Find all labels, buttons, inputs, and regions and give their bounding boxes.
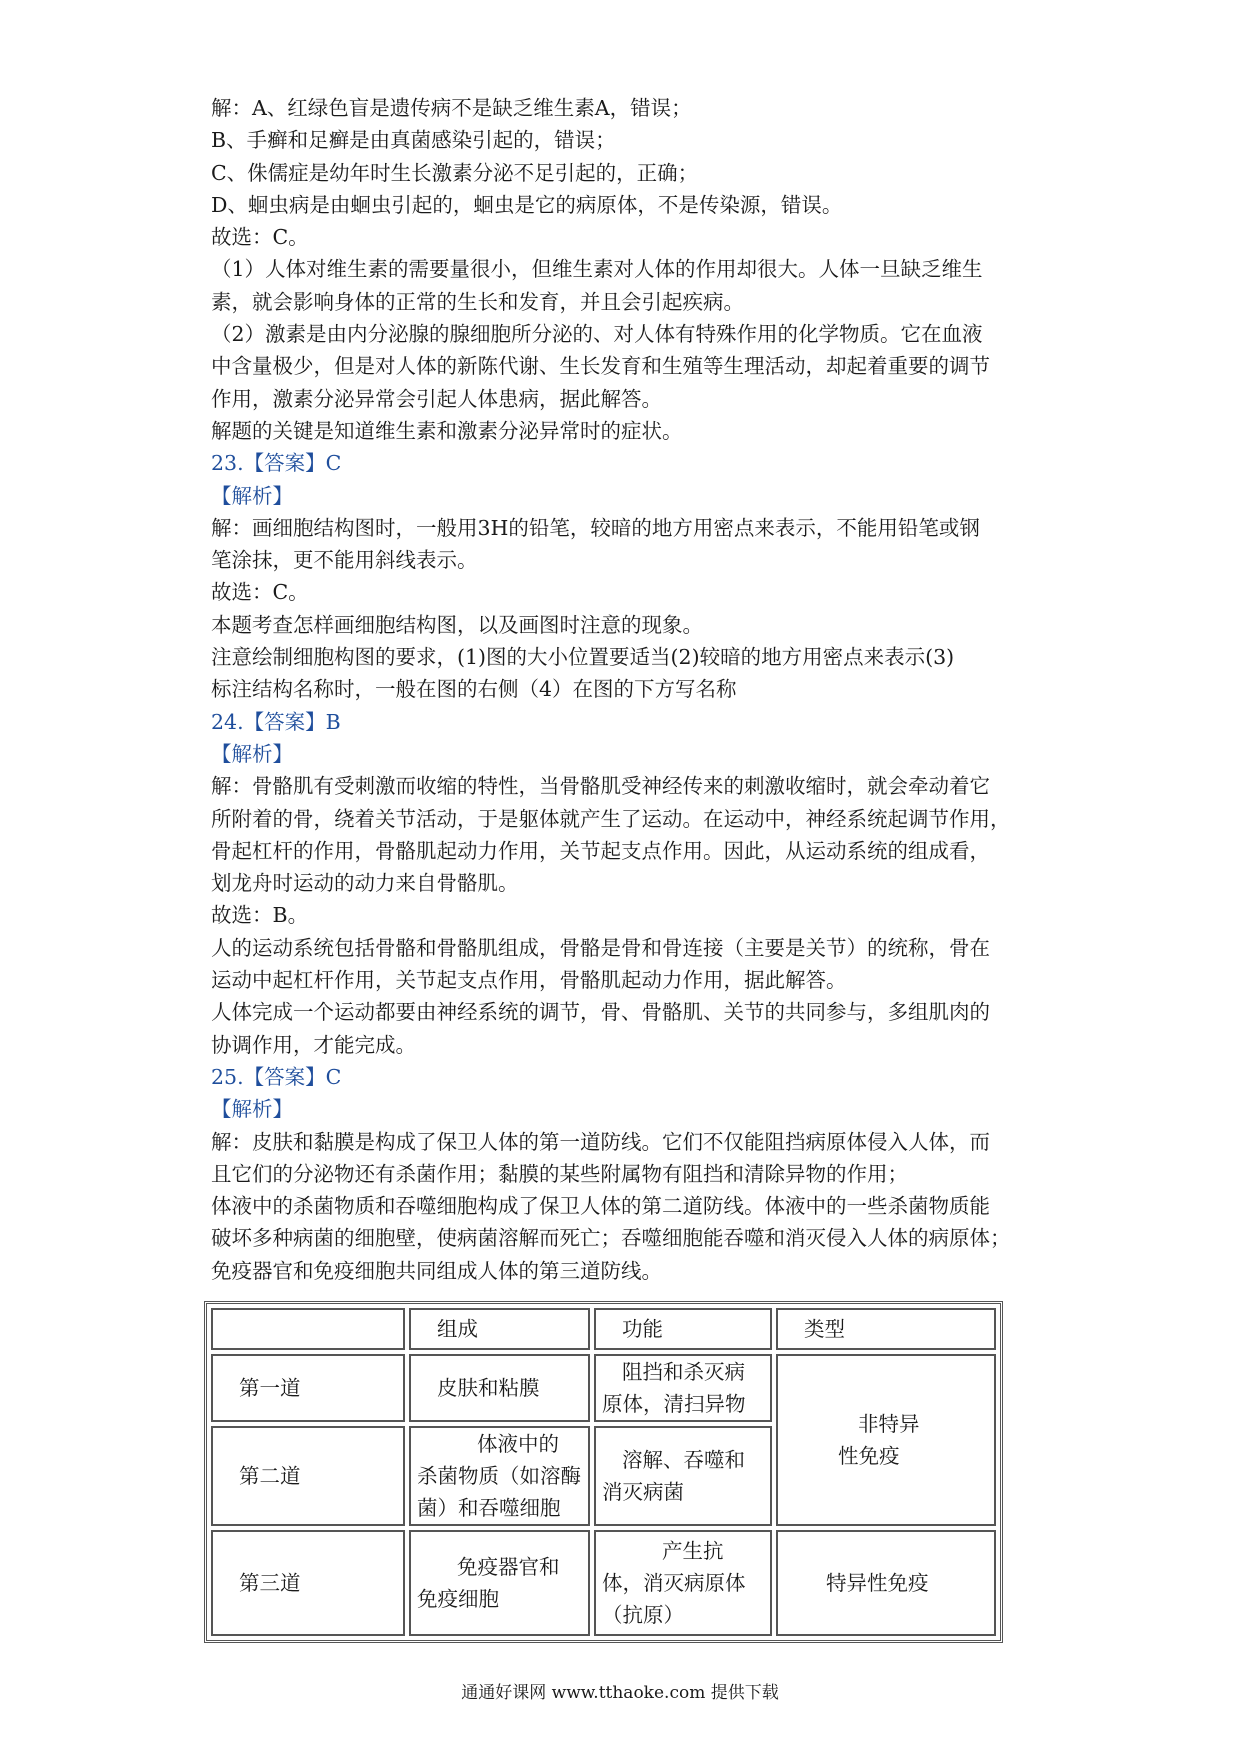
text-line: 故选：C。 — [211, 225, 309, 250]
text-line: 故选：C。 — [211, 580, 309, 605]
text-line: （2）激素是由内分泌腺的腺细胞所分泌的、对人体有特殊作用的化学物质。它在血液 — [211, 322, 983, 347]
answer-heading: 24.【答案】B — [211, 709, 341, 734]
cell-line: 体液中的 — [477, 1432, 559, 1456]
cell-line: 非特异 — [858, 1412, 920, 1436]
row-name-cell: 第三道 — [211, 1530, 405, 1636]
answer-heading: 23.【答案】C — [211, 451, 342, 476]
answer-heading: 25.【答案】C — [211, 1064, 342, 1089]
text-line: 破坏多种病菌的细胞壁，使病菌溶解而死亡；吞噬细胞能吞噬和消灭侵入人体的病原体； — [211, 1226, 1011, 1251]
table-header-row — [211, 1308, 996, 1350]
text-line: 中含量极少，但是对人体的新陈代谢、生长发育和生殖等生理活动，却起着重要的调节 — [211, 354, 990, 379]
composition-cell — [409, 1426, 590, 1526]
answer-heading: 【解析】 — [211, 1097, 293, 1122]
table-row — [211, 1354, 996, 1422]
text-line: 解：皮肤和黏膜是构成了保卫人体的第一道防线。它们不仅能阻挡病原体侵入人体，而 — [211, 1129, 990, 1154]
composition-cell — [409, 1530, 590, 1636]
cell-line: 产生抗 — [662, 1539, 724, 1563]
text-line: B、手癣和足癣是由真菌感染引起的，错误； — [211, 128, 616, 153]
cell-line: 体，消灭病原体 — [602, 1571, 746, 1595]
text-line: C、侏儒症是幼年时生长激素分泌不足引起的，正确； — [211, 160, 699, 185]
text-line: 骨起杠杆的作用，骨骼肌起动力作用，关节起支点作用。因此，从运动系统的组成看， — [211, 838, 990, 863]
text-line: 素，就会影响身体的正常的生长和发育，并且会引起疾病。 — [211, 289, 744, 314]
cell-line: 免疫细胞 — [417, 1587, 499, 1611]
text-line: 解：画细胞结构图时，一般用3H的铅笔，较暗的地方用密点来表示，不能用铅笔或钢 — [211, 515, 980, 540]
text-line: 体液中的杀菌物质和吞噬细胞构成了保卫人体的第二道防线。体液中的一些杀菌物质能 — [211, 1194, 990, 1219]
function-cell — [594, 1354, 772, 1422]
row-name-cell: 第一道 — [211, 1354, 405, 1422]
table-header-cell — [211, 1308, 405, 1350]
cell-line: 阻挡和杀灭病 — [622, 1360, 745, 1384]
answer-heading: 【解析】 — [211, 483, 293, 508]
cell-line: 皮肤和粘膜 — [437, 1376, 540, 1400]
composition-cell — [409, 1354, 590, 1422]
text-line: 人的运动系统包括骨骼和骨骼肌组成，骨骼是骨和骨连接（主要是关节）的统称，骨在 — [211, 935, 990, 960]
row-name-cell: 第二道 — [211, 1426, 405, 1526]
text-line: 所附着的骨，绕着关节活动，于是躯体就产生了运动。在运动中，神经系统起调节作用， — [211, 806, 1011, 831]
text-line: 运动中起杠杆作用，关节起支点作用，骨骼肌起动力作用，据此解答。 — [211, 968, 847, 993]
text-line: 故选：B。 — [211, 903, 309, 928]
type-nonspecific-cell — [776, 1354, 996, 1526]
text-line: 人体完成一个运动都要由神经系统的调节，骨、骨骼肌、关节的共同参与，多组肌肉的 — [211, 1000, 990, 1025]
cell-line: （抗原） — [602, 1603, 684, 1627]
cell-line: 溶解、吞噬和 — [622, 1448, 745, 1472]
defense-lines-table — [204, 1301, 1003, 1643]
cell-line: 免疫器官和 — [457, 1555, 560, 1579]
cell-line: 菌）和吞噬细胞 — [417, 1496, 561, 1520]
text-line: 注意绘制细胞构图的要求，(1)图的大小位置要适当(2)较暗的地方用密点来表示(3) — [211, 645, 955, 670]
document-body — [211, 92, 1041, 1287]
text-line: 免疫器官和免疫细胞共同组成人体的第三道防线。 — [211, 1258, 662, 1283]
cell-line: 消灭病菌 — [602, 1480, 684, 1504]
text-line: 解：A、红绿色盲是遗传病不是缺乏维生素A，错误； — [211, 96, 692, 120]
text-line: D、蛔虫病是由蛔虫引起的，蛔虫是它的病原体，不是传染源，错误。 — [211, 192, 843, 217]
answer-heading: 【解析】 — [211, 741, 293, 766]
function-cell — [594, 1530, 772, 1636]
table-header-cell: 类型 — [776, 1308, 996, 1350]
page-footer: 通通好课网 www.tthaoke.com 提供下载 — [461, 1683, 779, 1703]
text-line: 本题考查怎样画细胞结构图，以及画图时注意的现象。 — [211, 612, 703, 637]
function-cell — [594, 1426, 772, 1526]
text-line: 协调作用，才能完成。 — [211, 1032, 416, 1057]
table-row — [211, 1530, 996, 1636]
table-header-cell: 组成 — [409, 1308, 590, 1350]
text-line: 作用，激素分泌异常会引起人体患病，据此解答。 — [211, 386, 662, 411]
text-line: 且它们的分泌物还有杀菌作用；黏膜的某些附属物有阻挡和清除异物的作用； — [211, 1161, 908, 1186]
text-line: 笔涂抹，更不能用斜线表示。 — [211, 548, 478, 573]
cell-line: 性免疫 — [838, 1444, 900, 1468]
cell-line: 杀菌物质（如溶酶 — [417, 1464, 581, 1488]
text-line: 解：骨骼肌有受刺激而收缩的特性，当骨骼肌受神经传来的刺激收缩时，就会牵动着它 — [211, 774, 990, 799]
text-line: 解题的关键是知道维生素和激素分泌异常时的症状。 — [211, 418, 683, 443]
text-line: 划龙舟时运动的动力来自骨骼肌。 — [211, 871, 519, 896]
cell-line: 原体，清扫异物 — [602, 1392, 746, 1416]
type-specific-cell: 特异性免疫 — [776, 1530, 996, 1636]
text-line: 标注结构名称时，一般在图的右侧（4）在图的下方写名称 — [211, 677, 737, 702]
table-header-cell: 功能 — [594, 1308, 772, 1350]
text-line: （1）人体对维生素的需要量很小，但维生素对人体的作用却很大。人体一旦缺乏维生 — [211, 257, 983, 282]
